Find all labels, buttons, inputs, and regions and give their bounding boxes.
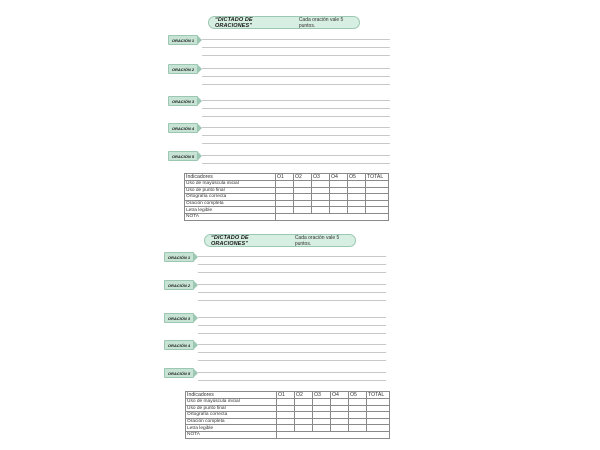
writing-line[interactable] <box>202 127 390 128</box>
oracion-4-tag: ORACIÓN 4 <box>168 123 198 133</box>
table-row <box>186 431 390 438</box>
writing-line[interactable] <box>202 143 390 144</box>
oracion-1-block <box>164 252 386 268</box>
score-cell[interactable] <box>349 418 367 425</box>
score-cell[interactable] <box>277 418 295 425</box>
writing-line[interactable] <box>202 163 390 164</box>
score-cell[interactable] <box>294 207 312 214</box>
total-cell[interactable] <box>366 200 389 207</box>
score-cell[interactable] <box>277 425 295 432</box>
oracion-4-block <box>168 123 390 139</box>
score-cell[interactable] <box>312 200 330 207</box>
score-cell[interactable] <box>312 207 330 214</box>
oracion-2-tag: ORACIÓN 2 <box>164 280 194 290</box>
score-cell[interactable] <box>277 412 295 419</box>
row-label: NOTA <box>186 431 277 438</box>
row-label: NOTA <box>185 213 276 220</box>
header-o2: O2 <box>294 174 312 181</box>
table-row <box>186 399 390 406</box>
total-cell[interactable] <box>367 405 390 412</box>
score-cell[interactable] <box>313 399 331 406</box>
score-cell[interactable] <box>294 194 312 201</box>
writing-line[interactable] <box>202 155 390 156</box>
score-cell[interactable] <box>313 412 331 419</box>
header-o1: O1 <box>277 392 295 399</box>
score-cell[interactable] <box>295 399 313 406</box>
writing-line[interactable] <box>198 264 386 265</box>
table-row <box>186 405 390 412</box>
writing-line[interactable] <box>198 300 386 301</box>
score-cell[interactable] <box>276 200 294 207</box>
header-o5: O5 <box>349 392 367 399</box>
score-cell[interactable] <box>331 425 349 432</box>
oracion-1-tag: ORACIÓN 1 <box>168 35 198 45</box>
score-cell[interactable] <box>349 399 367 406</box>
writing-line[interactable] <box>198 284 386 285</box>
score-cell[interactable] <box>331 405 349 412</box>
score-cell[interactable] <box>294 181 312 188</box>
writing-line[interactable] <box>198 344 386 345</box>
oracion-1-block <box>168 35 390 51</box>
score-cell[interactable] <box>294 200 312 207</box>
header-title: “DICTADO DE ORACIONES” <box>215 16 253 29</box>
score-cell[interactable] <box>294 187 312 194</box>
score-cell[interactable] <box>349 405 367 412</box>
table-header-row <box>186 392 390 399</box>
table-row <box>185 181 389 188</box>
header-note: Cada oración vale 5 puntos. <box>298 16 344 29</box>
oracion-3-block <box>168 96 390 112</box>
row-label: Oración completa <box>185 200 276 207</box>
writing-line[interactable] <box>198 272 386 273</box>
oracion-3-tag: ORACIÓN 3 <box>164 313 194 323</box>
header-total: TOTAL <box>366 174 389 181</box>
header-banner <box>208 16 360 29</box>
table-row <box>186 418 390 425</box>
score-cell[interactable] <box>313 425 331 432</box>
writing-line[interactable] <box>202 76 390 77</box>
table-row <box>185 200 389 207</box>
indicadores-table <box>185 391 390 439</box>
row-label: Uso de mayúscula inicial <box>186 399 277 406</box>
score-cell[interactable] <box>330 200 348 207</box>
writing-line[interactable] <box>202 135 390 136</box>
total-cell[interactable] <box>367 418 390 425</box>
oracion-4-block <box>164 340 386 356</box>
header-o5: O5 <box>348 174 366 181</box>
score-cell[interactable] <box>348 200 366 207</box>
score-cell[interactable] <box>312 194 330 201</box>
writing-line[interactable] <box>198 292 386 293</box>
table-row <box>185 194 389 201</box>
score-cell[interactable] <box>348 181 366 188</box>
score-cell[interactable] <box>276 181 294 188</box>
score-cell[interactable] <box>295 418 313 425</box>
writing-line[interactable] <box>198 352 386 353</box>
header-indicadores: Indicadores <box>185 174 276 181</box>
score-cell[interactable] <box>330 207 348 214</box>
writing-line[interactable] <box>202 100 390 101</box>
oracion-2-block <box>168 64 390 80</box>
score-cell[interactable] <box>313 418 331 425</box>
score-cell[interactable] <box>348 187 366 194</box>
oracion-4-tag: ORACIÓN 4 <box>164 340 194 350</box>
writing-line[interactable] <box>202 84 390 85</box>
row-label: Letra legible <box>185 207 276 214</box>
header-indicadores: Indicadores <box>186 392 277 399</box>
score-cell[interactable] <box>330 187 348 194</box>
oracion-3-tag: ORACIÓN 3 <box>168 96 198 106</box>
total-cell[interactable] <box>367 425 390 432</box>
score-cell[interactable] <box>349 425 367 432</box>
header-banner <box>204 234 356 247</box>
writing-line[interactable] <box>198 333 386 334</box>
score-cell[interactable] <box>348 207 366 214</box>
row-label: Uso de mayúscula inicial <box>185 181 276 188</box>
indicadores-table <box>184 173 389 221</box>
header-o4: O4 <box>331 392 349 399</box>
oracion-5-block <box>164 368 386 384</box>
row-label: Oración completa <box>186 418 277 425</box>
writing-line[interactable] <box>198 360 386 361</box>
header-o2: O2 <box>295 392 313 399</box>
score-cell[interactable] <box>331 399 349 406</box>
writing-line[interactable] <box>198 380 386 381</box>
row-label: Ortografía correcta <box>185 194 276 201</box>
row-label: Uso de punto final <box>186 405 277 412</box>
table-row <box>186 425 390 432</box>
table-row <box>186 412 390 419</box>
worksheet-top <box>160 10 400 224</box>
writing-line[interactable] <box>202 116 390 117</box>
nota-cell[interactable] <box>276 213 389 220</box>
total-cell[interactable] <box>366 207 389 214</box>
score-cell[interactable] <box>312 181 330 188</box>
header-note: Cada oración vale 5 puntos. <box>294 234 340 247</box>
writing-line[interactable] <box>202 55 390 56</box>
score-cell[interactable] <box>295 405 313 412</box>
score-cell[interactable] <box>295 425 313 432</box>
table-row <box>185 207 389 214</box>
row-label: Uso de punto final <box>185 187 276 194</box>
nota-cell[interactable] <box>277 431 390 438</box>
header-o3: O3 <box>312 174 330 181</box>
table-header-row <box>185 174 389 181</box>
writing-line[interactable] <box>198 372 386 373</box>
writing-line[interactable] <box>198 325 386 326</box>
score-cell[interactable] <box>313 405 331 412</box>
score-cell[interactable] <box>277 399 295 406</box>
score-cell[interactable] <box>312 187 330 194</box>
writing-line[interactable] <box>202 68 390 69</box>
row-label: Letra legible <box>186 425 277 432</box>
table-row <box>185 187 389 194</box>
header-o4: O4 <box>330 174 348 181</box>
header-total: TOTAL <box>367 392 390 399</box>
total-cell[interactable] <box>366 194 389 201</box>
writing-line[interactable] <box>202 39 390 40</box>
score-cell[interactable] <box>276 207 294 214</box>
total-cell[interactable] <box>367 399 390 406</box>
oracion-3-block <box>164 313 386 329</box>
header-title: “DICTADO DE ORACIONES” <box>211 234 249 247</box>
score-cell[interactable] <box>276 194 294 201</box>
total-cell[interactable] <box>367 412 390 419</box>
writing-line[interactable] <box>198 317 386 318</box>
writing-line[interactable] <box>198 256 386 257</box>
oracion-2-tag: ORACIÓN 2 <box>168 64 198 74</box>
score-cell[interactable] <box>277 405 295 412</box>
oracion-5-block <box>168 151 390 167</box>
score-cell[interactable] <box>330 181 348 188</box>
header-o3: O3 <box>313 392 331 399</box>
score-cell[interactable] <box>330 194 348 201</box>
writing-line[interactable] <box>202 47 390 48</box>
row-label: Ortografía correcta <box>186 412 277 419</box>
worksheet-bottom <box>156 228 396 442</box>
oracion-5-tag: ORACIÓN 5 <box>164 368 194 378</box>
score-cell[interactable] <box>276 187 294 194</box>
total-cell[interactable] <box>366 187 389 194</box>
total-cell[interactable] <box>366 181 389 188</box>
header-o1: O1 <box>276 174 294 181</box>
score-cell[interactable] <box>331 412 349 419</box>
writing-line[interactable] <box>202 108 390 109</box>
oracion-1-tag: ORACIÓN 1 <box>164 252 194 262</box>
score-cell[interactable] <box>295 412 313 419</box>
oracion-5-tag: ORACIÓN 5 <box>168 151 198 161</box>
score-cell[interactable] <box>348 194 366 201</box>
oracion-2-block <box>164 280 386 296</box>
score-cell[interactable] <box>331 418 349 425</box>
score-cell[interactable] <box>349 412 367 419</box>
table-row <box>185 213 389 220</box>
